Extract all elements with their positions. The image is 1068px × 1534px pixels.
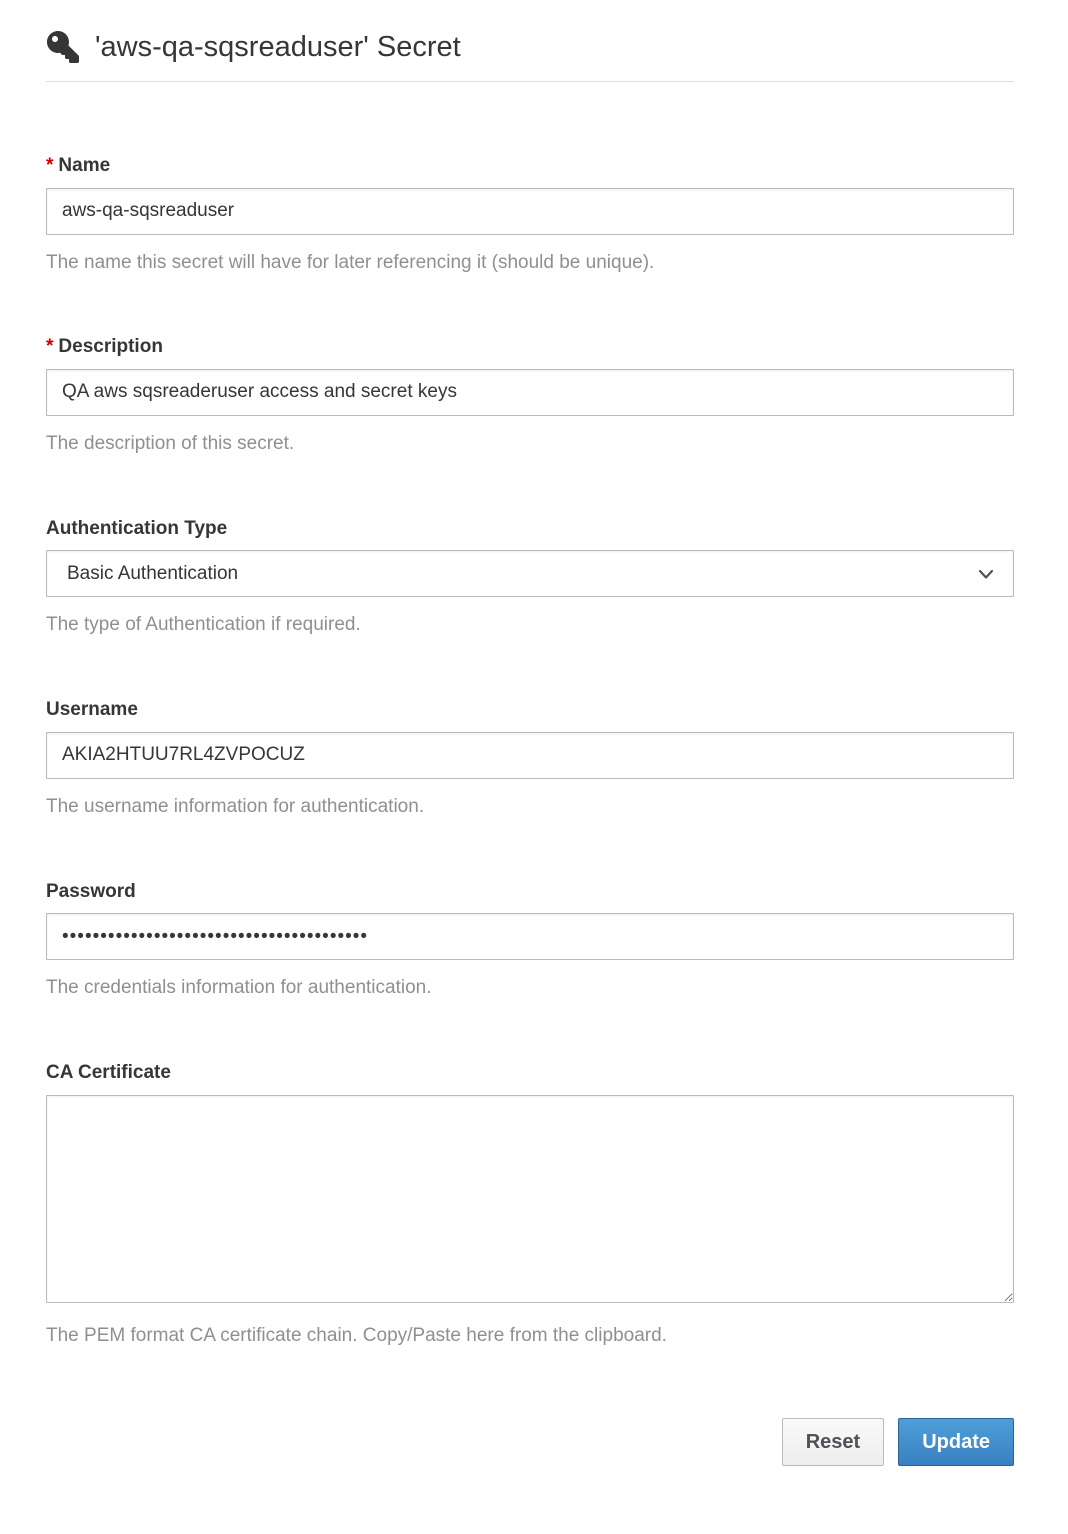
update-button[interactable]: Update — [898, 1418, 1014, 1466]
field-name — [46, 154, 1014, 275]
password-label — [46, 880, 1014, 904]
ca-certificate-label — [46, 1061, 1014, 1085]
authentication-type-select-wrap — [46, 550, 1014, 597]
authentication-type-help-text: The type of Authentication if required. — [46, 614, 361, 636]
name-help-text: The name this secret will have for later referencing it (should be unique). — [46, 251, 655, 273]
ca-certificate-textarea[interactable] — [46, 1095, 1014, 1303]
name-input[interactable] — [46, 188, 1014, 235]
form-actions — [46, 1418, 1014, 1508]
password-label-text: Password — [46, 880, 136, 902]
field-ca-certificate — [46, 1061, 1014, 1348]
username-help-text: The username information for authentication. — [46, 795, 425, 817]
description-label — [46, 335, 1014, 359]
authentication-type-select[interactable] — [46, 550, 1014, 597]
page-header — [46, 0, 1014, 82]
reset-button[interactable]: Reset — [782, 1418, 884, 1466]
password-input[interactable] — [46, 913, 1014, 960]
field-username — [46, 698, 1014, 819]
username-label — [46, 698, 1014, 722]
secret-form — [46, 0, 1014, 1508]
authentication-type-label-text: Authentication Type — [46, 517, 228, 539]
description-help-text: The description of this secret. — [46, 432, 295, 454]
ca-certificate-label-text: CA Certificate — [46, 1061, 171, 1083]
username-input[interactable] — [46, 732, 1014, 779]
required-marker: * — [46, 154, 54, 176]
field-description — [46, 335, 1014, 456]
name-label-text: Name — [58, 154, 111, 176]
field-authentication-type — [46, 517, 1014, 638]
required-marker: * — [46, 336, 54, 358]
page-title: 'aws-qa-sqsreaduser' Secret — [95, 31, 461, 63]
ca-certificate-help-text: The PEM format CA certificate chain. Copy/Paste here from the clipboard. — [46, 1324, 667, 1346]
authentication-type-label — [46, 517, 1014, 541]
description-input[interactable] — [46, 369, 1014, 416]
password-help-text: The credentials information for authentication. — [46, 977, 432, 999]
username-label-text: Username — [46, 699, 138, 721]
description-label-text: Description — [58, 336, 163, 358]
key-icon — [46, 30, 80, 64]
name-label — [46, 154, 1014, 178]
field-password — [46, 880, 1014, 1001]
